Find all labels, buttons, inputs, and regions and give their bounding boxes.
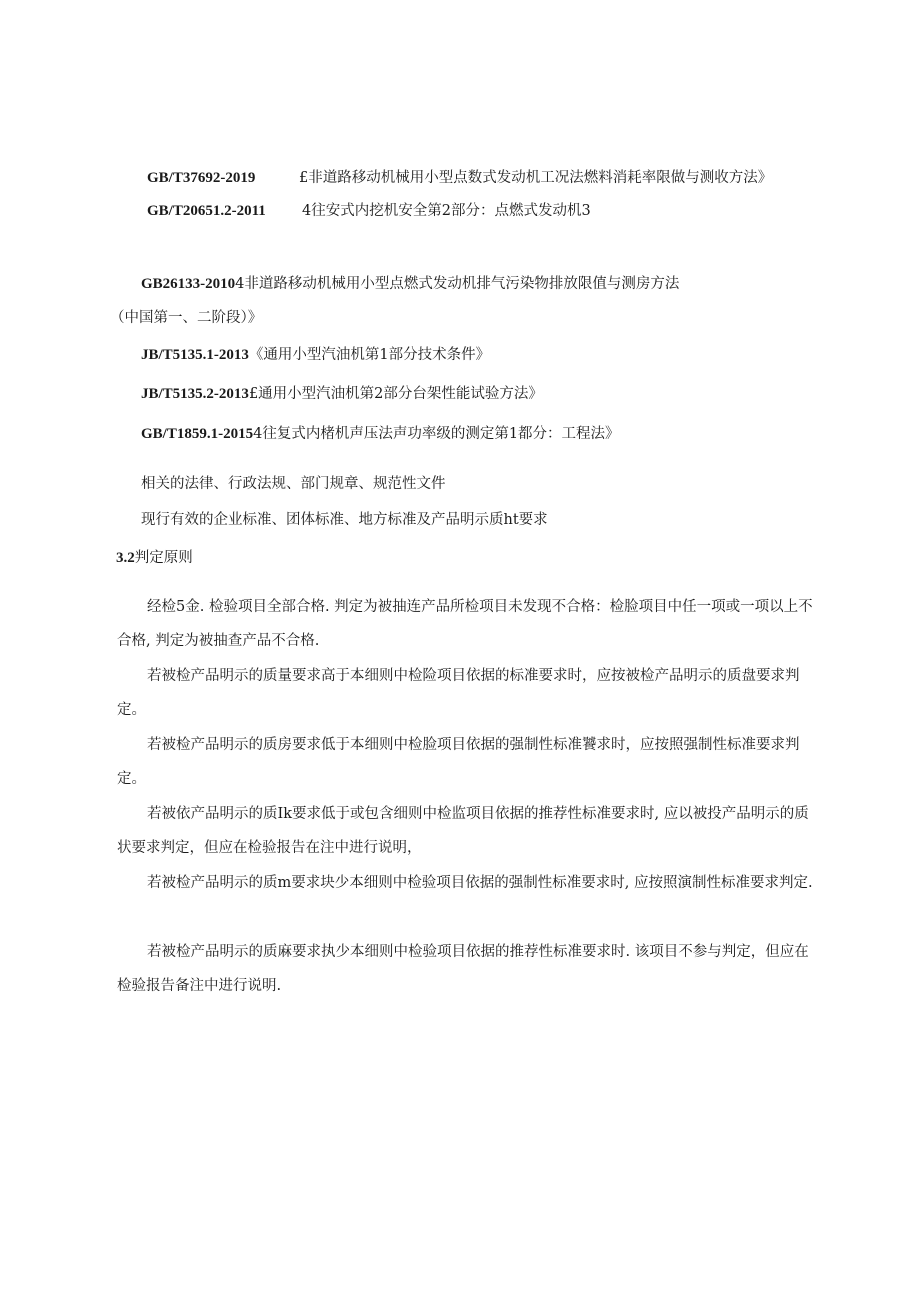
standard-code: GB/T1859.1-2015	[141, 426, 254, 442]
standard-code: JB/T5135.2-2013	[141, 386, 249, 402]
reference-item	[141, 345, 490, 365]
reference-item	[141, 274, 679, 294]
standard-code: GB26133-2010	[141, 276, 236, 292]
reference-item	[147, 168, 772, 188]
standard-code: JB/T5135.1-2013	[141, 347, 249, 363]
basis-item: 相关的法律、行政法规、部门规章、规范性文件	[141, 476, 446, 492]
standard-code: GB/T37692-2019	[147, 170, 256, 186]
standard-title: 4往复式内楮机声压法声功率级的测定第1都分：工程法》	[253, 426, 620, 442]
reference-item	[141, 384, 543, 404]
paragraph: 经检5金. 检验项目全部合格. 判定为被抽连产品所检项目未发现不合格：检脸项目中任一项或一项以上不合格, 判定为被抽查产品不合格.	[117, 599, 813, 649]
section-heading	[116, 548, 193, 568]
standard-title: 4非道路移动机械用小型点燃式发动机排气污染物排放限值与测房方法	[235, 276, 680, 292]
section-title: 判定原则	[134, 550, 193, 566]
paragraph: 若被依产品明示的质Ik要求低于或包含细则中检监项目依据的推荐性标准要求时, 应以被投产品明示的质状要求判定，但应在检验报告在注中进行说明，	[117, 806, 809, 856]
paragraph: 若被检产品明示的质量要求高于本细则中检险项目依据的标准要求时，应按被检产品明示的质盘要求判定。	[117, 668, 800, 718]
reference-item	[141, 424, 620, 444]
standard-title: 4往安式内挖机安全第2部分：点燃式发动机3	[302, 203, 591, 219]
standard-title: £非道路移动机械用小型点数式发动机工况法燃料消耗率限做与测收方法》	[299, 170, 773, 186]
standard-title: 《通用小型汽油机第1部分技术条件》	[248, 347, 491, 363]
paragraph: 若被检产品明示的质房要求低于本细则中检脸项目依据的强制性标准饕求时，应按照强制性标准要求判定。	[117, 737, 800, 787]
reference-item	[147, 201, 591, 221]
paragraph: 若被检产品明示的质麻要求执少本细则中检验项目依据的推荐性标准要求时. 该项目不参与判定，但应在检验报告备注中进行说明.	[117, 944, 809, 994]
standard-title: （中国第一、二阶段）》	[110, 310, 263, 326]
standard-code: GB/T20651.2-2011	[147, 203, 266, 219]
reference-item-continuation	[110, 308, 262, 328]
section-number: 3.2	[116, 550, 135, 566]
basis-item: 现行有效的企业标准、团体标准、地方标准及产品明示质ht要求	[141, 512, 548, 528]
paragraph: 若被检产品明示的质m要求块少本细则中检验项目依据的强制性标准要求时, 应按照演制性标准要求判定.	[147, 875, 813, 891]
standard-title: £通用小型汽油机第2部分台架性能试验方法》	[248, 386, 543, 402]
